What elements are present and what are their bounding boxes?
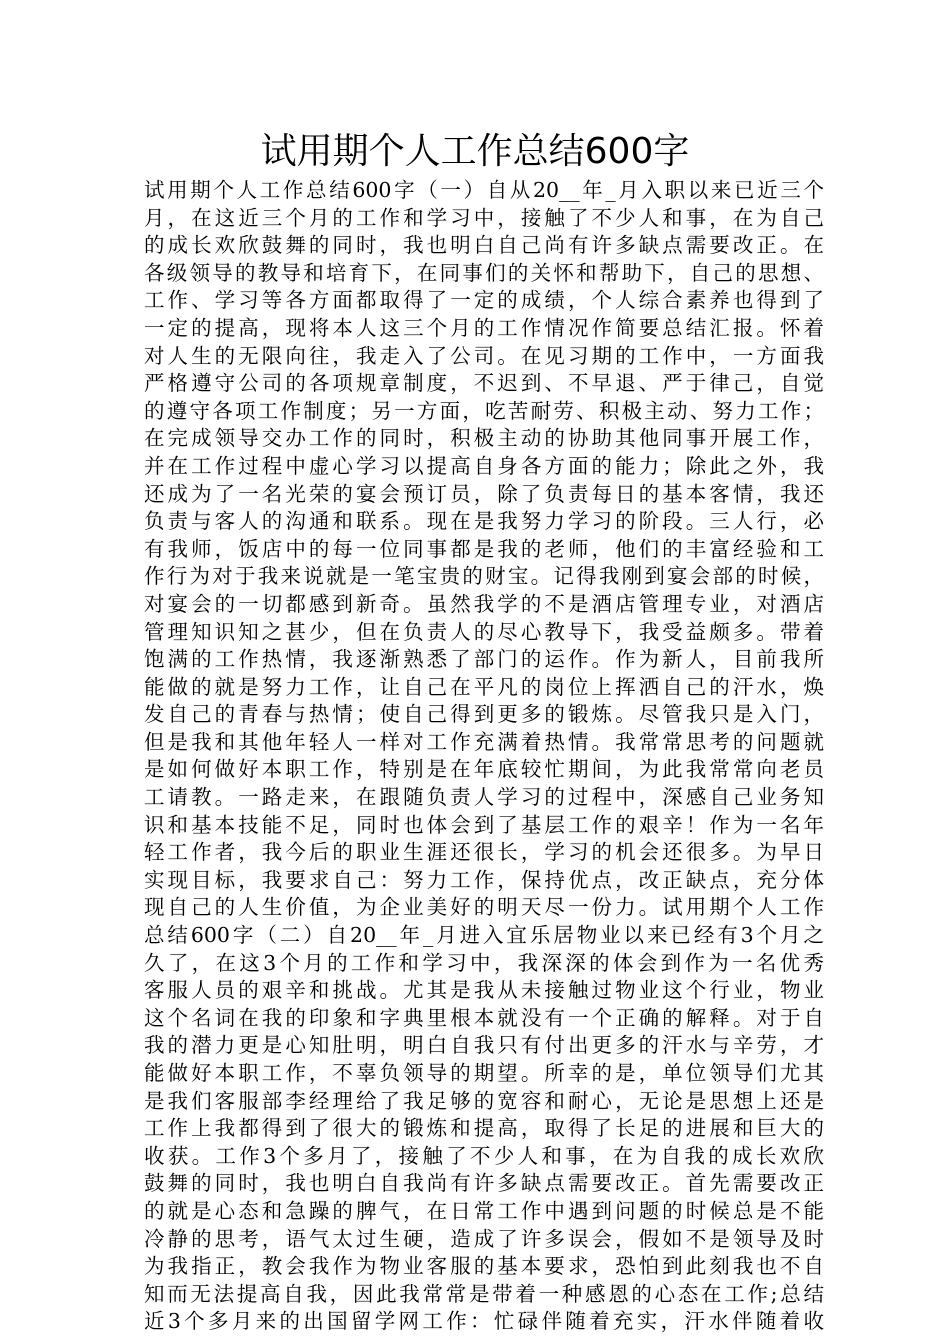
body-line: 月，在这近三个月的工作和学习中，接触了不少人和事，在为自己 — [144, 205, 824, 230]
body-line: 是我们客服部李经理给了我足够的宽容和耐心，无论是思想上还是 — [144, 1088, 824, 1113]
body-line: 还成为了一名光荣的宴会预订员，除了负责每日的基本客情，我还 — [144, 481, 824, 506]
body-line: 饱满的工作热情，我逐渐熟悉了部门的运作。作为新人，目前我所 — [144, 647, 824, 672]
body-line: 现自己的人生价值，为企业美好的明天尽一份力。试用期个人工作 — [144, 895, 824, 920]
body-line: 工作上我都得到了很大的锻炼和提高，取得了长足的进展和巨大的 — [144, 1116, 824, 1141]
body-line: 是如何做好本职工作，特别是在年底较忙期间，为此我常常向老员 — [144, 757, 824, 782]
body-line: 试用期个人工作总结600字（一）自从20__年_月入职以来已近三个 — [144, 178, 824, 202]
body-line: 作行为对于我来说就是一笔宝贵的财宝。记得我刚到宴会部的时候， — [144, 564, 824, 589]
body-line: 轻工作者，我今后的职业生涯还很长，学习的机会还很多。为早日 — [144, 840, 824, 865]
body-line: 鼓舞的同时，我也明白自我尚有许多缺点需要改正。首先需要改正 — [144, 1171, 824, 1196]
body-line: 客服人员的艰辛和挑战。尤其是我从未接触过物业这个行业，物业 — [144, 978, 824, 1003]
body-line: 的遵守各项工作制度；另一方面，吃苦耐劳、积极主动、努力工作； — [144, 398, 824, 423]
body-line: 识和基本技能不足，同时也体会到了基层工作的艰辛！作为一名年 — [144, 812, 824, 837]
body-line: 能做好本职工作，不辜负领导的期望。所幸的是，单位领导们尤其 — [144, 1061, 824, 1085]
body-line: 近3个多月来的出国留学网工作：忙碌伴随着充实，汗水伴随着收 — [144, 1309, 824, 1334]
body-line: 在完成领导交办工作的同时，积极主动的协助其他同事开展工作， — [144, 426, 824, 451]
body-line: 工请教。一路走来，在跟随负责人学习的过程中，深感自己业务知 — [144, 785, 824, 810]
body-line: 的就是心态和急躁的脾气，在日常工作中遇到问题的时候总是不能 — [144, 1198, 824, 1223]
body-line: 为我指正，教会我作为物业客服的基本要求，恐怕到此刻我也不自 — [144, 1254, 824, 1279]
document-title: 试用期个人工作总结600字 — [260, 131, 690, 172]
body-line: 的成长欢欣鼓舞的同时，我也明白自己尚有许多缺点需要改正。在 — [144, 233, 824, 258]
body-line: 收获。工作3个多月了，接触了不少人和事，在为自我的成长欢欣 — [144, 1143, 824, 1168]
body-line: 工作、学习等各方面都取得了一定的成绩，个人综合素养也得到了 — [144, 288, 824, 313]
body-line: 各级领导的教导和培育下，在同事们的关怀和帮助下，自己的思想、 — [144, 260, 824, 285]
body-line: 并在工作过程中虚心学习以提高自身各方面的能力；除此之外，我 — [144, 453, 824, 478]
body-line: 严格遵守公司的各项规章制度，不迟到、不早退、严于律己，自觉 — [144, 371, 824, 396]
body-line: 这个名词在我的印象和字典里根本就没有一个正确的解释。对于自 — [144, 1005, 824, 1030]
body-line: 负责与客人的沟通和联系。现在是我努力学习的阶段。三人行，必 — [144, 509, 824, 534]
body-line: 久了，在这3个月的工作和学习中，我深深的体会到作为一名优秀 — [144, 950, 824, 975]
body-line: 管理知识知之甚少，但在负责人的尽心教导下，我受益颇多。带着 — [144, 619, 824, 644]
body-line: 知而无法提高自我，因此我常常是带着一种感恩的心态在工作;总结 — [144, 1281, 824, 1306]
body-line: 有我师，饭店中的每一位同事都是我的老师，他们的丰富经验和工 — [144, 536, 824, 561]
body-line: 总结600字（二）自20__年_月进入宜乐居物业以来已经有3个月之 — [144, 923, 824, 948]
body-line: 对宴会的一切都感到新奇。虽然我学的不是酒店管理专业，对酒店 — [144, 591, 824, 616]
body-line: 我的潜力更是心知肚明，明白自我只有付出更多的汗水与辛劳，才 — [144, 1033, 824, 1058]
body-line: 能做的就是努力工作，让自己在平凡的岗位上挥洒自己的汗水，焕 — [144, 674, 824, 699]
document-body — [144, 177, 824, 1336]
body-line: 冷静的思考，语气太过生硬，造成了许多误会，假如不是领导及时 — [144, 1226, 824, 1251]
body-line: 发自己的青春与热情；使自己得到更多的锻炼。尽管我只是入门， — [144, 702, 824, 727]
body-line: 实现目标，我要求自己：努力工作，保持优点，改正缺点，充分体 — [144, 867, 824, 892]
body-line: 但是我和其他年轻人一样对工作充满着热情。我常常思考的问题就 — [144, 729, 824, 754]
body-line: 对人生的无限向往，我走入了公司。在见习期的工作中，一方面我 — [144, 343, 824, 368]
body-line: 一定的提高，现将本人这三个月的工作情况作简要总结汇报。怀着 — [144, 315, 824, 340]
